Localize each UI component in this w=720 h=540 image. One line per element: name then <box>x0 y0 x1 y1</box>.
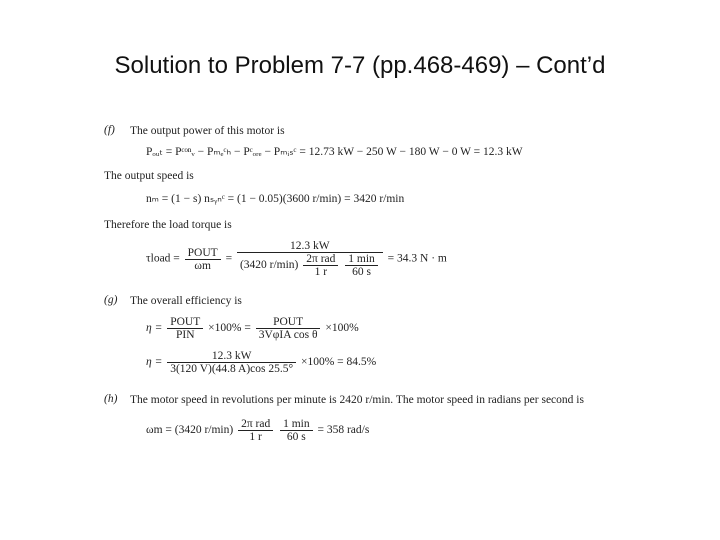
torque-den-speed: (3420 r/min) <box>239 259 299 272</box>
torque-conv-2 <box>345 253 378 278</box>
eff-frac-3-num: 12.3 kW <box>167 350 296 363</box>
efficiency-equation-1: η = $\frac{\text{POUT}}{\text{PIN}}$ ×100% = $\frac{\text{POUT}}{\text{3VφIA cos θ}}$ ×100% <box>146 316 359 341</box>
torque-power-fraction <box>185 247 221 272</box>
output-speed-intro: The output speed is <box>104 170 194 182</box>
torque-conv-2-den: 60 s <box>352 266 371 278</box>
slide-title: Solution to Problem 7-7 (pp.468-469) – Cont’d <box>114 52 606 79</box>
eff-frac-3 <box>167 350 296 375</box>
eff-frac-1-den: PIN <box>175 329 195 341</box>
wm-conv-1-den: 1 r <box>249 431 262 443</box>
eff-frac-3-den: 3(120 V)(44.8 A)cos 25.5° <box>170 363 294 375</box>
torque-result: = 34.3 N · m <box>387 252 447 265</box>
part-g-intro: The overall efficiency is <box>130 295 242 307</box>
eff-frac-1-num: POUT <box>167 316 203 329</box>
wm-lhs: ωm = (3420 r/min) <box>146 424 234 437</box>
wm-conv-2-num: 1 min <box>280 418 313 431</box>
wm-result: = 358 rad/s <box>317 424 370 437</box>
eff-mid: ×100% = <box>208 322 251 335</box>
torque-equation: τload = $\frac{\text{POUT}}{\omega m}$ = 12.3 kW (3420 r/min) $\frac{\text{2π rad}}{1 r}$ $\frac{1 \min}{60 s}$ = 34.3 N · m <box>146 240 447 278</box>
wm-conv-2-den: 60 s <box>286 431 306 443</box>
torque-conv-1 <box>303 253 338 278</box>
wm-conv-1 <box>238 418 273 443</box>
part-h-label: (h) <box>104 393 118 405</box>
torque-frac-den: ωm <box>194 259 211 272</box>
torque-main-fraction <box>237 240 383 278</box>
torque-conv-1-den: 1 r <box>314 266 328 278</box>
eff-frac-2-num: POUT <box>256 316 321 329</box>
part-f-intro: The output power of this motor is <box>130 125 285 137</box>
torque-frac-num: POUT <box>185 247 221 260</box>
eff-end: ×100% <box>325 322 359 335</box>
torque-den <box>237 253 383 278</box>
output-power-equation: Pₒᵤₜ = Pᶜᵒⁿᵥ − Pₘₑᶜₕ − Pᶜₒᵣₑ − Pₘᵢₛᶜ = 12.73 kW − 250 W − 180 W − 0 W = 12.3 kW <box>146 146 523 158</box>
torque-intro: Therefore the load torque is <box>104 219 232 231</box>
eff-frac-2 <box>256 316 321 341</box>
torque-lhs: τload = <box>146 252 180 265</box>
eff-frac-2-den: 3VφIA cos θ <box>258 329 318 341</box>
part-g-label: (g) <box>104 294 118 306</box>
eff-result: ×100% = 84.5% <box>300 356 377 369</box>
wm-conv-1-num: 2π rad <box>238 418 273 431</box>
eff-frac-1 <box>167 316 203 341</box>
output-speed-equation: nₘ = (1 − s) nₛᵧₙᶜ = (1 − 0.05)(3600 r/min) = 3420 r/min <box>146 193 405 205</box>
part-h-intro: The motor speed in revolutions per minute is 2420 r/min. The motor speed in radians per second is <box>130 394 584 406</box>
wm-conv-2 <box>280 418 313 443</box>
torque-conv-2-num: 1 min <box>345 253 378 266</box>
efficiency-equation-2: η = $\frac{12.3 kW}{3(120 V)(44.8 A)\cos 25.5^\circ}$ ×100% = 84.5% <box>146 350 377 375</box>
torque-num: 12.3 kW <box>237 240 383 253</box>
part-f-label: (f) <box>104 124 115 136</box>
angular-speed-equation <box>146 418 369 443</box>
torque-conv-1-num: 2π rad <box>303 253 338 266</box>
